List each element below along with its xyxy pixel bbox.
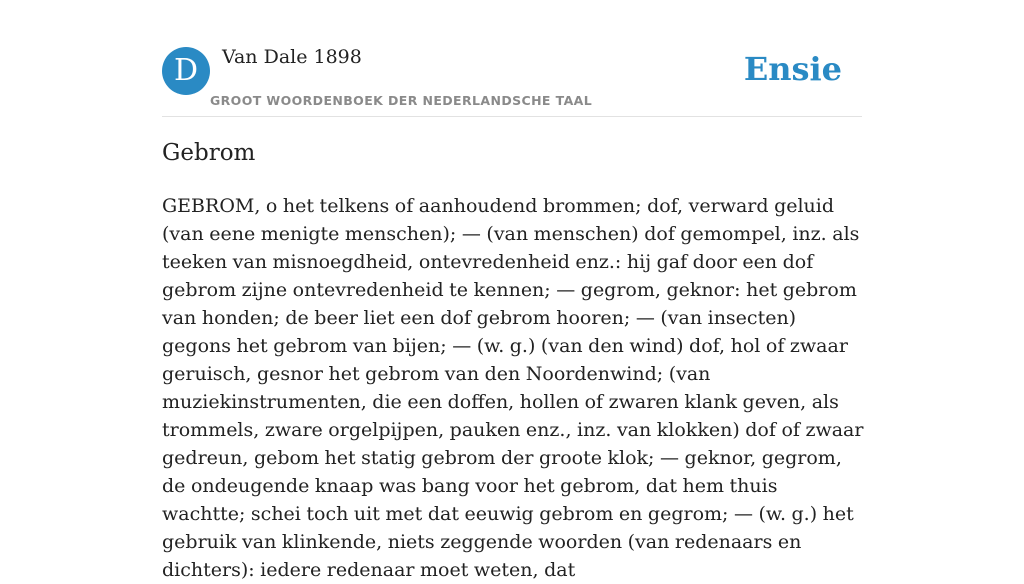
- source-header: [162, 0, 862, 117]
- source-subtitle: GROOT WOORDENBOEK DER NEDERLANDSCHE TAAL: [210, 93, 593, 108]
- source-avatar[interactable]: D: [162, 47, 210, 95]
- ensie-logo-link[interactable]: Ensie: [743, 50, 842, 88]
- entry-definition: GEBROM, o het telkens of aanhoudend brommen; dof, verward geluid (van eene menigte menschen); — (van menschen) dof gemompel, inz. als teeken van misnoegdheid, ontevredenheid enz.: hij gaf door een dof gebrom zijne ontevredenheid te kennen; — gegrom, geknor: het gebrom van honden; de beer liet een dof gebrom hooren; — (van insecten) gegons het gebrom van bijen; — (w. g.) (van den wind) dof, hol of zwaar geruisch, gesnor het gebrom van den Noordenwind; (van muziekinstrumenten, die een doffen, hollen of zwaren klank geven, als trommels, zware orgelpijpen, pauken enz., inz. van klokken) dof of zwaar gedreun, gebom het statig gebrom der groote klok; — geknor, gegrom, de ondeugende knaap was bang voor het gebrom, dat hem thuis wachtte; schei toch uit met dat eeuwig gebrom en gegrom; — (w. g.) het gebruik van klinkende, niets zeggende woorden (van redenaars en dichters): iedere redenaar moet weten, dat: [162, 195, 864, 581]
- source-title-link[interactable]: Van Dale 1898: [222, 46, 362, 68]
- entry-headword: Gebrom: [162, 140, 256, 166]
